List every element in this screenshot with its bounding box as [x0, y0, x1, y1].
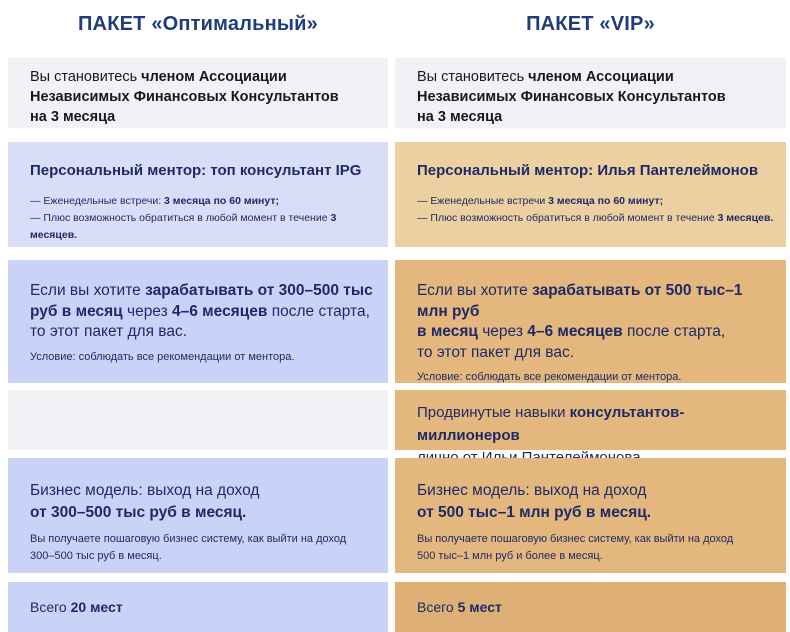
income-card-optimal: [8, 260, 388, 383]
mentor-bullet-2: — Плюс возможность обратиться в любой момент в течение 3 месяцев.: [30, 211, 337, 241]
advanced-skills-text: Продвинутые навыки консультантов-миллионеров: [417, 404, 685, 444]
mentor-bullets: [417, 193, 776, 227]
membership-bold-line3: на 3 месяца: [417, 109, 503, 125]
empty-card-optimal: [8, 390, 388, 450]
membership-intro: Вы становитесь: [30, 69, 142, 85]
income-condition: Условие: соблюдать все рекомендации от ментора.: [30, 350, 295, 363]
mentor-bullet-1: — Еженедельные встречи: 3 месяца по 60 минут;: [30, 195, 280, 207]
mentor-bullet-1: — Еженедельные встречи 3 месяца по 60 минут;: [417, 195, 664, 207]
column-title-optimal: ПАКЕТ «Оптимальный»: [77, 13, 319, 35]
column-optimal: [8, 0, 388, 632]
membership-text: [417, 58, 776, 127]
business-heading: Бизнес модель: выход на доход от 500 тыс–1 млн руб в месяц.: [417, 482, 652, 521]
business-card-vip: [395, 458, 786, 573]
mentor-heading: Персональный ментор: топ консультант IPG: [30, 162, 362, 179]
seats-text: Всего 20 мест: [30, 599, 123, 615]
membership-bold-line1: членом Ассоциации: [141, 69, 287, 85]
income-text: Если вы хотите зарабатывать от 500 тыс–1 млн руб в месяц через 4–6 месяцев после старта, то этот пакет для вас.: [417, 282, 743, 361]
seats-card-optimal: [8, 582, 388, 632]
membership-intro: Вы становитесь: [417, 69, 529, 85]
seats-text: Всего 5 мест: [417, 599, 502, 615]
mentor-bullet-2: — Плюс возможность обратиться в любой момент в течение 3 месяцев.: [417, 211, 774, 224]
business-card-optimal: [8, 458, 388, 573]
column-title-vip: ПАКЕТ «VIP»: [526, 13, 655, 35]
membership-bold-line1: членом Ассоциации: [528, 69, 674, 85]
income-text: Если вы хотите зарабатывать от 300–500 тыс руб в месяц через 4–6 месяцев после старта, то этот пакет для вас.: [30, 282, 373, 341]
package-comparison-table: [8, 0, 790, 632]
income-card-vip: [395, 260, 786, 383]
income-condition: Условие: соблюдать все рекомендации от ментора.: [417, 371, 682, 384]
advanced-skills-card-vip: [395, 390, 786, 450]
membership-text: [30, 58, 378, 127]
membership-bold-line3: на 3 месяца: [30, 109, 116, 125]
membership-bold-line2: Независимых Финансовых Консультантов: [30, 89, 339, 105]
membership-card-optimal: [8, 58, 388, 128]
business-note: Вы получаете пошаговую бизнес систему, как выйти на доход 500 тыс–1 млн руб и более в месяц.: [417, 533, 734, 563]
membership-card-vip: [395, 58, 786, 128]
business-heading: Бизнес модель: выход на доход от 300–500 тыс руб в месяц.: [30, 482, 260, 521]
mentor-heading: Персональный ментор: Илья Пантелеймонов: [417, 162, 759, 179]
mentor-card-optimal: [8, 142, 388, 247]
seats-card-vip: [395, 582, 786, 632]
business-note: Вы получаете пошаговую бизнес систему, как выйти на доход 300–500 тыс руб в месяц.: [30, 533, 347, 563]
mentor-card-vip: [395, 142, 786, 247]
column-vip: [395, 0, 786, 632]
mentor-bullets: [30, 193, 378, 243]
membership-bold-line2: Независимых Финансовых Консультантов: [417, 89, 726, 105]
